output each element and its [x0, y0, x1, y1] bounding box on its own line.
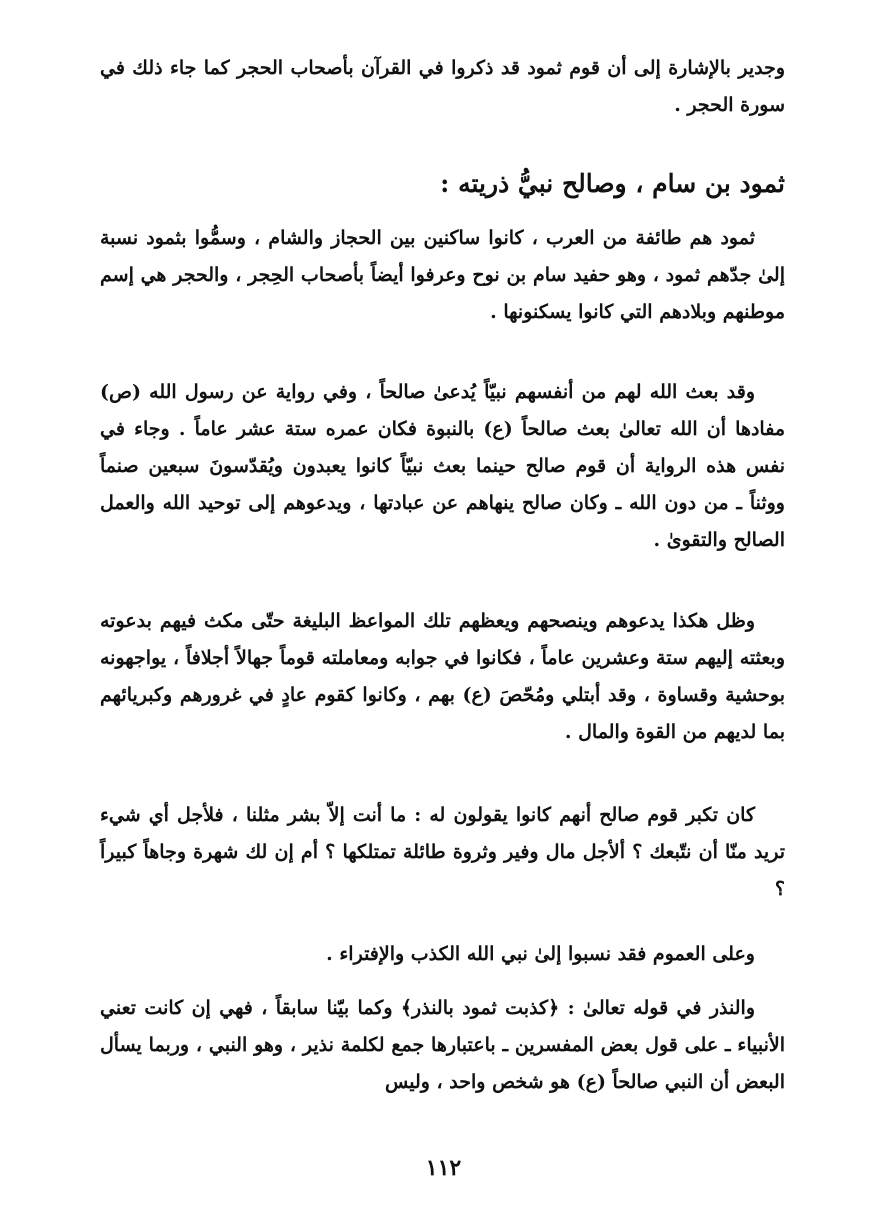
- paragraph-arrogance: كان تكبر قوم صالح أنهم كانوا يقولون له : ما أنت إلاّ بشر مثلنا ، فلأجل أي شيء تريد منّا أن نتّبعك ؟ ألأجل مال وفير وثروة طائلة تمتلكها ؟ أم إن لك شهرة وجاهاً كبيراً ؟: [100, 804, 785, 900]
- page-number: ١١٢: [425, 1155, 462, 1181]
- paragraph-warners: والنذر في قوله تعالىٰ : ﴿كذبت ثمود بالنذر﴾ وكما بيّنا سابقاً ، فهي إن كانت تعني الأنبياء ـ على قول بعض المفسرين ـ باعتبارها جمع لكلمة نذير ، وهو النبي ، وربما يسأل البعض أن النبي صالحاً (ع) هو شخص واحد ، وليس: [100, 997, 785, 1093]
- paragraph-salih-preaching: وظل هكذا يدعوهم وينصحهم ويعظهم تلك المواعظ البليغة حتّى مكث فيهم بدعوته وبعثته إليهم ستة وعشرين عاماً ، فكانوا في جوابه ومعاملته قوماً جهالاً أجلافاً ، يواجهونه بوحشية وقساوة ، وقد أبتلي ومُحّصَ (ع) بهم ، وكانوا كقوم عادٍ في غرورهم وكبريائهم بما لديهم من القوة والمال .: [100, 610, 785, 743]
- section-heading: ثمود بن سام ، وصالح نبيُّ ذريته :: [440, 169, 785, 198]
- paragraph-thamud-origin: ثمود هم طائفة من العرب ، كانوا ساكنين بين الحجاز والشام ، وسمُّوا بثمود نسبة إلىٰ جدّهم ثمود ، وهو حفيد سام بن نوح وعرفوا أيضاً بأصحاب الحِجر ، والحجر هي إسم موطنهم وبلادهم التي كانوا يسكنونها .: [100, 227, 785, 323]
- intro-paragraph: وجدير بالإشارة إلى أن قوم ثمود قد ذكروا في القرآن بأصحاب الحجر كما جاء ذلك في سورة الحجر .: [100, 57, 785, 116]
- paragraph-accusation: وعلى العموم فقد نسبوا إلىٰ نبي الله الكذب والإفتراء .: [326, 943, 755, 965]
- paragraph-salih-sent: وقد بعث الله لهم من أنفسهم نبيّاً يُدعىٰ صالحاً ، وفي رواية عن رسول الله (ص) مفادها أن الله تعالىٰ بعث صالحاً (ع) بالنبوة فكان عمره ستة عشر عاماً . وجاء في نفس هذه الرواية أن قوم صالح حينما بعث نبيّاً كانوا يعبدون ويُقدّسونَ سبعين صنماً ووثناً ـ من دون الله ـ وكان صالح ينهاهم عن عبادتها ، ويدعوهم إلى توحيد الله والعمل الصالح والتقوىٰ .: [100, 381, 785, 551]
